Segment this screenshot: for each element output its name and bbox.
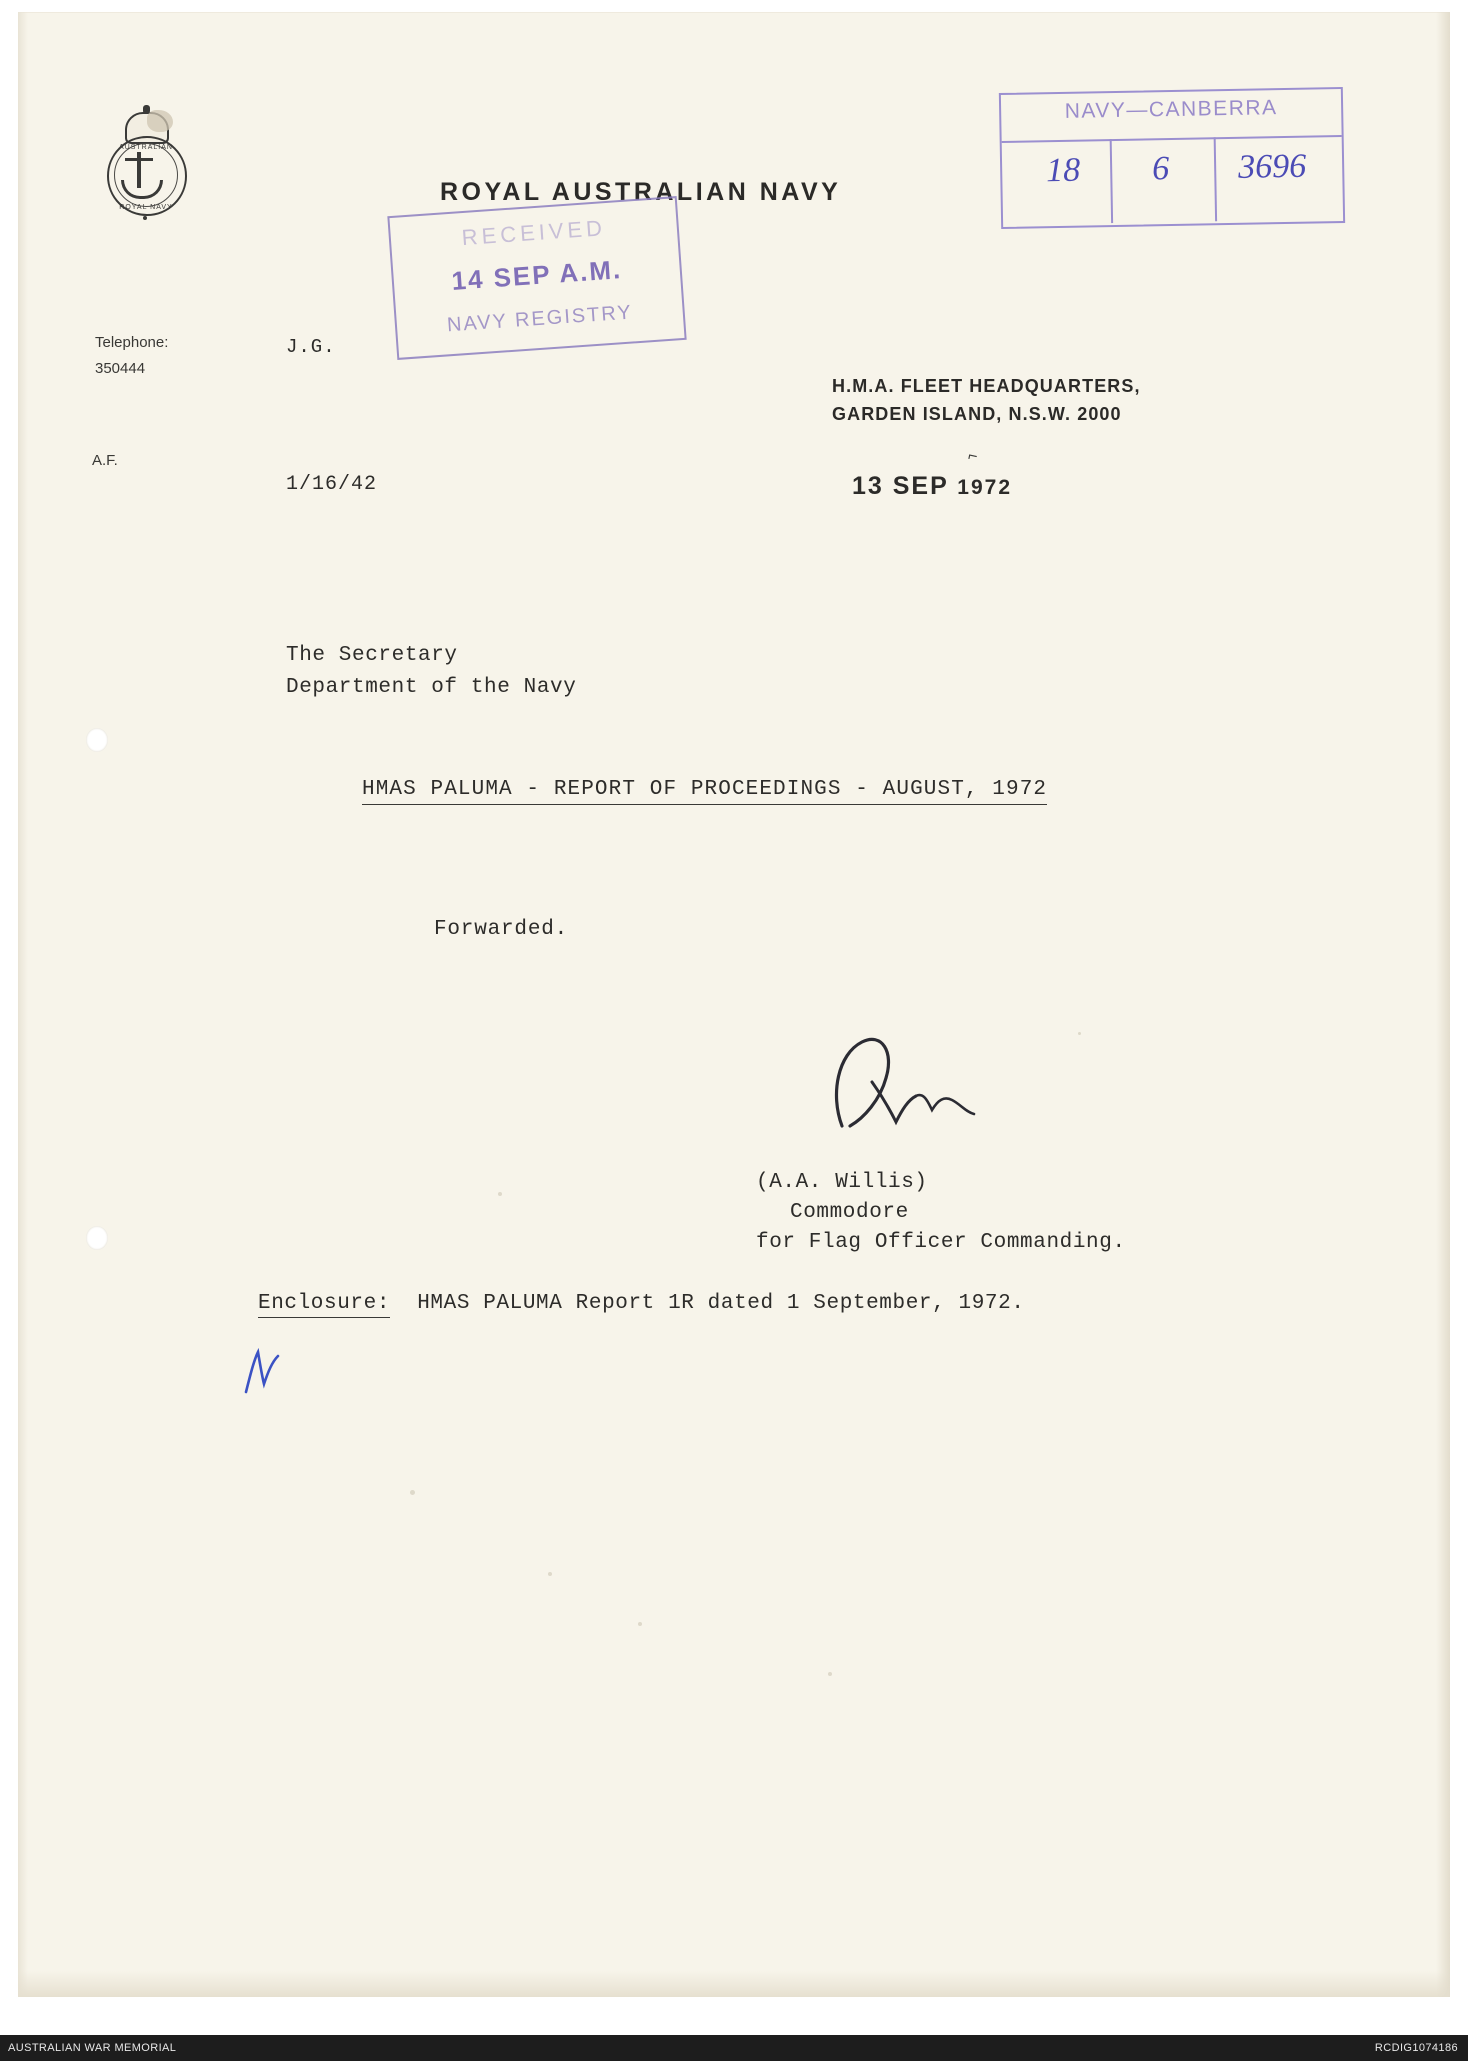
signer-name: (A.A. Willis) bbox=[756, 1171, 928, 1194]
registry-box-vline-2 bbox=[1214, 137, 1217, 221]
enclosure-label: Enclosure: bbox=[258, 1292, 390, 1318]
addressee-line-2: Department of the Navy bbox=[286, 676, 577, 699]
footer-institution: AUSTRALIAN WAR MEMORIAL bbox=[8, 2042, 177, 2054]
received-stamp-line-2: 14 SEP A.M. bbox=[450, 254, 624, 296]
typist-initials: J.G. bbox=[286, 336, 336, 358]
registry-box-title: NAVY—CANBERRA bbox=[1064, 96, 1278, 123]
registry-cell-3: 3696 bbox=[1237, 147, 1307, 186]
signer-rank: Commodore bbox=[790, 1201, 909, 1224]
anchor-crossbar bbox=[125, 158, 153, 161]
royal-australian-navy-crest-icon bbox=[103, 108, 189, 226]
crest-smudge bbox=[147, 110, 173, 132]
registry-cell-2: 6 bbox=[1151, 150, 1170, 188]
page-title: ROYAL AUSTRALIAN NAVY bbox=[440, 178, 842, 206]
crest-text-bottom: ROYAL NAVY bbox=[119, 204, 173, 211]
received-stamp-line-1: RECEIVED bbox=[460, 215, 607, 251]
enclosure-text: HMAS PALUMA Report 1R dated 1 September, 1972. bbox=[417, 1292, 1025, 1315]
blue-ink-initial-mark bbox=[238, 1340, 292, 1400]
paper-speck bbox=[828, 1672, 832, 1676]
paper-speck bbox=[410, 1490, 415, 1495]
received-stamp bbox=[387, 196, 686, 360]
received-stamp-line-3: NAVY REGISTRY bbox=[446, 301, 634, 337]
addressee-line-1: The Secretary bbox=[286, 644, 458, 667]
body-text: Forwarded. bbox=[434, 918, 569, 941]
paper-speck bbox=[1078, 1032, 1081, 1035]
address-line-1: H.M.A. FLEET HEADQUARTERS, bbox=[832, 376, 1141, 396]
punch-hole bbox=[86, 1226, 108, 1250]
address-line-2: GARDEN ISLAND, N.S.W. 2000 bbox=[832, 404, 1122, 424]
archive-footer-bar bbox=[0, 2035, 1468, 2061]
crest-dot bbox=[143, 216, 147, 220]
paper-speck bbox=[638, 1622, 642, 1626]
date-text: 13 SEP bbox=[852, 472, 949, 500]
handwritten-signature bbox=[820, 1030, 1000, 1150]
file-reference: 1/16/42 bbox=[286, 473, 378, 496]
crest-text-top: AUSTRALIAN bbox=[119, 144, 173, 151]
addressee-block bbox=[286, 640, 576, 704]
af-label: A.F. bbox=[92, 452, 118, 469]
paper-edge-shadow bbox=[18, 1971, 1450, 1997]
telephone-block bbox=[95, 330, 168, 382]
registry-box-divider bbox=[1002, 135, 1342, 143]
document-sheet bbox=[18, 12, 1450, 1997]
footer-identifier: RCDIG1074186 bbox=[1374, 2042, 1458, 2054]
paper-speck bbox=[548, 1572, 552, 1576]
date-stamp bbox=[852, 472, 1012, 501]
fleet-headquarters-address bbox=[832, 372, 1141, 428]
paper-speck bbox=[498, 1192, 502, 1196]
enclosure-line bbox=[258, 1292, 1025, 1315]
registry-cell-1: 18 bbox=[1045, 151, 1081, 190]
telephone-number: 350444 bbox=[95, 360, 146, 377]
registry-box-vline-1 bbox=[1110, 139, 1113, 223]
navy-canberra-registry-box bbox=[999, 87, 1345, 229]
date-year: 1972 bbox=[957, 476, 1012, 499]
telephone-label: Telephone: bbox=[95, 334, 169, 351]
signer-role: for Flag Officer Commanding. bbox=[756, 1231, 1126, 1254]
subject-line: HMAS PALUMA - REPORT OF PROCEEDINGS - AUGUST, 1972 bbox=[362, 778, 1047, 805]
date-pen-mark: ⌐ bbox=[966, 447, 980, 466]
signature-block bbox=[756, 1168, 1126, 1258]
punch-hole bbox=[86, 728, 108, 752]
